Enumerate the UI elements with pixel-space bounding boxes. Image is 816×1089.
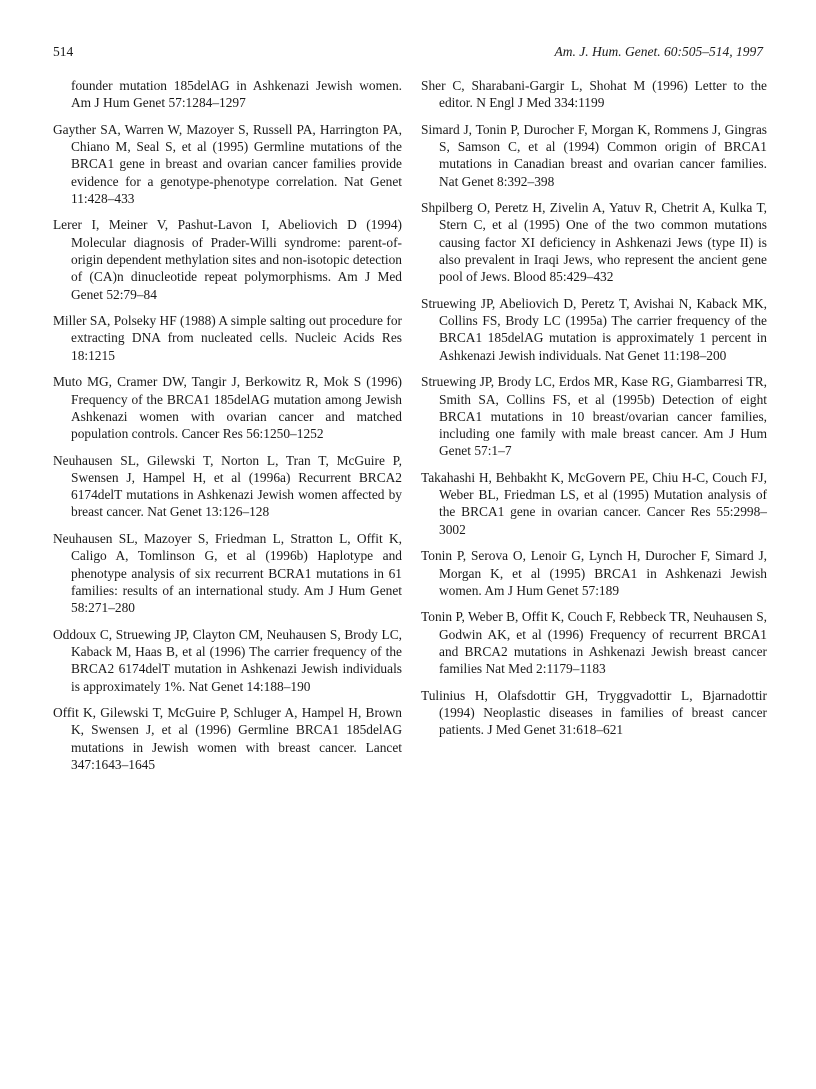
- reference-entry: Tonin P, Serova O, Lenoir G, Lynch H, Durocher F, Simard J, Morgan K, et al (1995) BRCA1 in Ashkenazi Jewish women. Am J Hum Genet 57:189: [421, 548, 767, 598]
- reference-entry: Sher C, Sharabani-Gargir L, Shohat M (1996) Letter to the editor. N Engl J Med 334:1199: [421, 78, 767, 111]
- reference-entry: founder mutation 185delAG in Ashkenazi Jewish women. Am J Hum Genet 57:1284–1297: [71, 78, 402, 111]
- reference-entry: Muto MG, Cramer DW, Tangir J, Berkowitz R, Mok S (1996) Frequency of the BRCA1 185delAG mutation among Jewish Ashkenazi women with ovarian cancer and matched population controls. Cancer Res 56:1250–1252: [53, 374, 402, 442]
- references-right-column: [421, 77, 767, 748]
- reference-entry: Struewing JP, Brody LC, Erdos MR, Kase RG, Giambarresi TR, Smith SA, Collins FS, et al (1995b) Detection of eight BRCA1 mutations in 10 breast/ovarian cancer families, including one family with male breast cancer. Am J Hum Genet 57:1–7: [421, 374, 767, 459]
- reference-entry: Shpilberg O, Peretz H, Zivelin A, Yatuv R, Chetrit A, Kulka T, Stern C, et al (1995) One of the two common mutations causing factor XI deficiency in Ashkenazi Jews (type II) is also prevalent in Iraqi Jews, who represent the ancient gene pool of Jews. Blood 85:429–432: [421, 200, 767, 285]
- reference-entry: Neuhausen SL, Mazoyer S, Friedman L, Stratton L, Offit K, Caligo A, Tomlinson G, et al (1996b) Haplotype and phenotype analysis of six recurrent BCRA1 mutations in 61 families: results of an international study. Am J Hum Genet 58:271–280: [53, 530, 402, 616]
- reference-entry: Neuhausen SL, Gilewski T, Norton L, Tran T, McGuire P, Swensen J, Hampel H, et al (1996a) Recurrent BRCA2 6174delT mutations in Ashkenazi Jewish women affected by breast cancer. Nat Genet 13:126–128: [53, 452, 402, 520]
- reference-entry: Oddoux C, Struewing JP, Clayton CM, Neuhausen S, Brody LC, Kaback M, Haas B, et al (1996) The carrier frequency of the BRCA2 6174delT mutation in Ashkenazi Jewish individuals is approximately 1%. Nat Genet 14:188–190: [53, 626, 402, 694]
- running-head: Am. J. Hum. Genet. 60:505–514, 1997: [554, 44, 763, 59]
- reference-entry: Gayther SA, Warren W, Mazoyer S, Russell PA, Harrington PA, Chiano M, Seal S, et al (1995) Germline mutations of the BRCA1 gene in breast and ovarian cancer families provide evidence for a genotype-phenotype correlation. Nat Genet 11:428–433: [53, 121, 402, 206]
- reference-entry: Offit K, Gilewski T, McGuire P, Schluger A, Hampel H, Brown K, Swensen J, et al (1996) Germline BRCA1 185delAG mutations in Jewish women with breast cancer. Lancet 347:1643–1645: [53, 705, 402, 772]
- page-number: 514: [53, 44, 74, 59]
- reference-entry: Miller SA, Polseky HF (1988) A simple salting out procedure for extracting DNA from nucleated cells. Nucleic Acids Res 18:1215: [53, 313, 402, 363]
- reference-entry: Tulinius H, Olafsdottir GH, Tryggvadottir L, Bjarnadottir (1994) Neoplastic diseases in families of breast cancer patients. J Med Genet 31:618–621: [421, 687, 767, 738]
- reference-entry: Tonin P, Weber B, Offit K, Couch F, Rebbeck TR, Neuhausen S, Godwin AK, et al (1996) Frequency of recurrent BRCA1 and BRCA2 mutations in Ashkenazi Jewish breast cancer families Nat Med 2:1179–1183: [421, 609, 767, 677]
- page-header: [53, 44, 763, 68]
- reference-entry: Struewing JP, Abeliovich D, Peretz T, Avishai N, Kaback MK, Collins FS, Brody LC (1995a) The carrier frequency of the BRCA1 185delAG mutation is approximately 1 percent in Ashkenazi Jewish individuals. Nat Genet 11:198–200: [421, 295, 767, 363]
- reference-entry: Lerer I, Meiner V, Pashut-Lavon I, Abeliovich D (1994) Molecular diagnosis of Prader-Willi syndrome: parent-of-origin dependent methylation sites and non-isotopic detection of (CA)n dinucleotide repeat polymorphisms. Am J Med Genet 52:79–84: [53, 217, 402, 302]
- references-left-column: [53, 77, 402, 782]
- reference-entry: Takahashi H, Behbakht K, McGovern PE, Chiu H-C, Couch FJ, Weber BL, Friedman LS, et al (1995) Mutation analysis of the BRCA1 gene in ovarian cancer. Cancer Res 55:2998–3002: [421, 469, 767, 537]
- reference-entry: Simard J, Tonin P, Durocher F, Morgan K, Rommens J, Gingras S, Samson C, et al (1994) Common origin of BRCA1 mutations in Canadian breast and ovarian cancer families. Nat Genet 8:392–398: [421, 121, 767, 189]
